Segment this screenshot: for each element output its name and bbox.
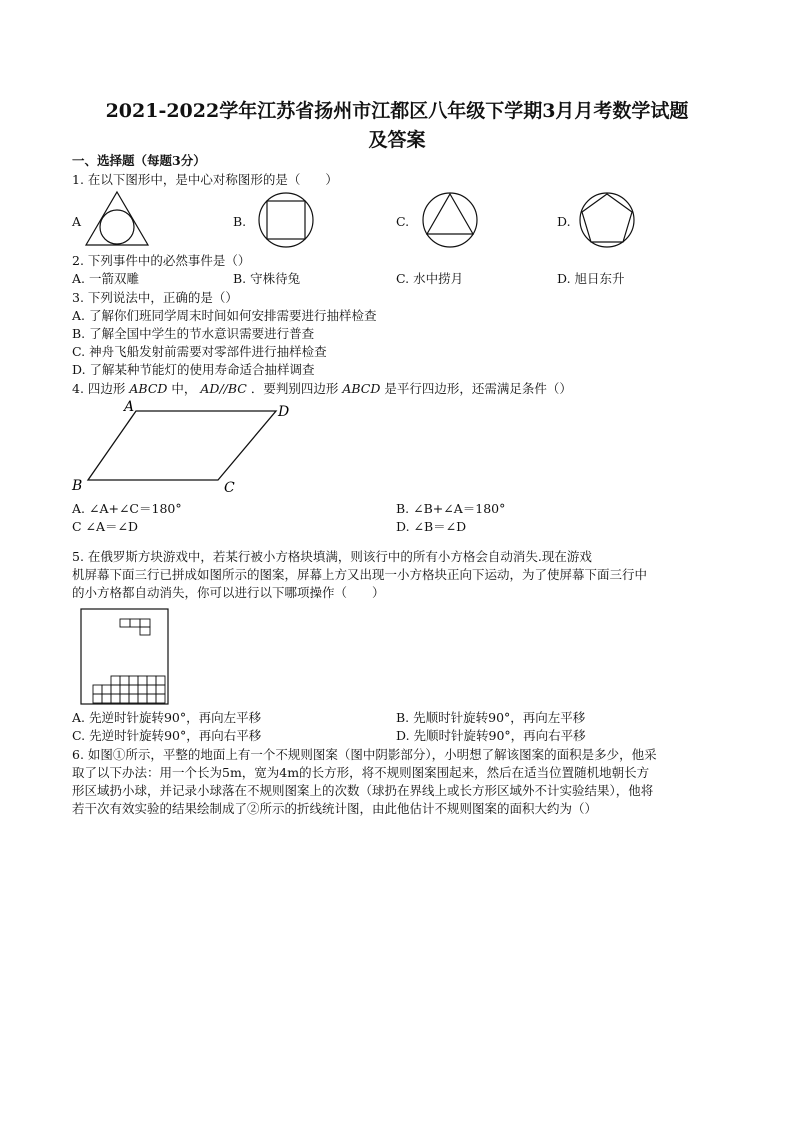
q3-option-b: B. 了解全国中学生的节水意识需要进行普查 bbox=[72, 326, 315, 341]
question-3-stem: 3. 下列说法中，正确的是（） bbox=[72, 290, 238, 305]
inscribed-triangle-shape bbox=[427, 194, 473, 234]
question-5-stem-line1: 5. 在俄罗斯方块游戏中，若某行被小方格块填满，则该行中的所有小方格会自动消失.现在游戏 bbox=[72, 549, 592, 564]
q4-option-c: C ∠A＝∠D bbox=[72, 519, 139, 534]
q4-option-b: B. ∠B+∠A＝180° bbox=[396, 501, 506, 516]
q5-option-a: A. 先逆时针旋转90°，再向左平移 bbox=[72, 710, 262, 725]
game-screen-frame bbox=[81, 609, 168, 704]
section-heading: 一、选择题（每题3分） bbox=[72, 153, 206, 168]
q1-option-b-label: B. bbox=[233, 214, 247, 229]
q3-option-d: D. 了解某种节能灯的使用寿命适合抽样调查 bbox=[72, 362, 315, 377]
inscribed-square-shape bbox=[267, 201, 305, 239]
parallelogram-shape bbox=[88, 411, 276, 480]
q5-option-c: C. 先逆时针旋转90°，再向右平移 bbox=[72, 728, 262, 743]
q1-option-d-label: D. bbox=[557, 214, 571, 229]
q1-figure-b bbox=[258, 192, 314, 248]
q1-option-c-label: C. bbox=[396, 214, 410, 229]
question-6-stem-line4: 若干次有效实验的结果绘制成了②所示的折线统计图，由此他估计不规则图案的面积大约为（） bbox=[72, 801, 598, 816]
q4-stem-part: ．要判别四边形 bbox=[250, 381, 339, 396]
q1-option-a-label: A bbox=[72, 214, 82, 229]
q1-figure-a bbox=[84, 190, 150, 248]
bottom-rows-blocks bbox=[93, 676, 165, 703]
q4-stem-part: 是平行四边形，还需满足条件（） bbox=[384, 381, 572, 396]
q4-condition: AD//BC bbox=[200, 381, 247, 396]
question-6-stem-line3: 形区域扔小球，并记录小球落在不规则图案上的次数（球扔在界线上或长方形区域外不计实验结果），他将 bbox=[72, 783, 654, 798]
circle-shape bbox=[423, 193, 477, 247]
question-2-stem: 2. 下列事件中的必然事件是（） bbox=[72, 253, 251, 268]
q1-figure-c bbox=[421, 192, 479, 248]
question-1-stem: 1. 在以下图形中，是中心对称图形的是（ ） bbox=[72, 172, 338, 187]
vertex-label-d: D bbox=[278, 404, 290, 420]
vertex-label-c: C bbox=[224, 480, 235, 496]
q4-option-d: D. ∠B＝∠D bbox=[396, 519, 467, 534]
falling-block bbox=[120, 619, 150, 635]
q3-option-a: A. 了解你们班同学周末时间如何安排需要进行抽样检查 bbox=[72, 308, 377, 323]
q4-parallelogram-figure bbox=[70, 398, 300, 496]
q2-option-d: D. 旭日东升 bbox=[557, 271, 625, 286]
q5-tetris-figure bbox=[80, 608, 170, 706]
inscribed-pentagon-shape bbox=[582, 194, 632, 242]
q4-stem-part: 中， bbox=[171, 381, 197, 396]
q4-quad-name: ABCD bbox=[129, 381, 168, 396]
q4-option-a: A. ∠A+∠C＝180° bbox=[72, 501, 182, 516]
circle-shape bbox=[580, 193, 634, 247]
q4-stem-part: 4. 四边形 bbox=[72, 381, 126, 396]
page-title: 2021-2022学年江苏省扬州市江都区八年级下学期3月月考数学试题 bbox=[105, 100, 689, 122]
q4-quad-name: ABCD bbox=[342, 381, 381, 396]
q2-option-a: A. 一箭双雕 bbox=[72, 271, 139, 286]
q1-figure-d bbox=[578, 192, 636, 248]
page-title-continued: 及答案 bbox=[368, 129, 426, 151]
q5-option-d: D. 先顺时针旋转90°，再向右平移 bbox=[396, 728, 586, 743]
question-6-stem-line1: 6. 如图①所示，平整的地面上有一个不规则图案（图中阴影部分），小明想了解该图案的面积是多少，他采 bbox=[72, 747, 657, 762]
question-5-stem-line3: 的小方格都自动消失，你可以进行以下哪项操作（ ） bbox=[72, 585, 385, 600]
q2-option-b: B. 守株待兔 bbox=[233, 271, 301, 286]
question-6-stem-line2: 取了以下办法：用一个长为5m，宽为4m的长方形，将不规则图案围起来，然后在适当位置随机地朝长方 bbox=[72, 765, 650, 780]
vertex-label-a: A bbox=[124, 399, 135, 415]
q3-option-c: C. 神舟飞船发射前需要对零部件进行抽样检查 bbox=[72, 344, 327, 359]
q2-option-c: C. 水中捞月 bbox=[396, 271, 464, 286]
question-4-stem bbox=[72, 380, 572, 398]
question-5-stem-line2: 机屏幕下面三行已拼成如图所示的图案，屏幕上方又出现一小方格块正向下运动，为了使屏幕下面三行中 bbox=[72, 567, 648, 582]
triangle-shape bbox=[86, 192, 148, 245]
inscribed-circle-shape bbox=[100, 210, 134, 244]
vertex-label-b: B bbox=[72, 478, 83, 494]
q5-option-b: B. 先顺时针旋转90°，再向左平移 bbox=[396, 710, 586, 725]
